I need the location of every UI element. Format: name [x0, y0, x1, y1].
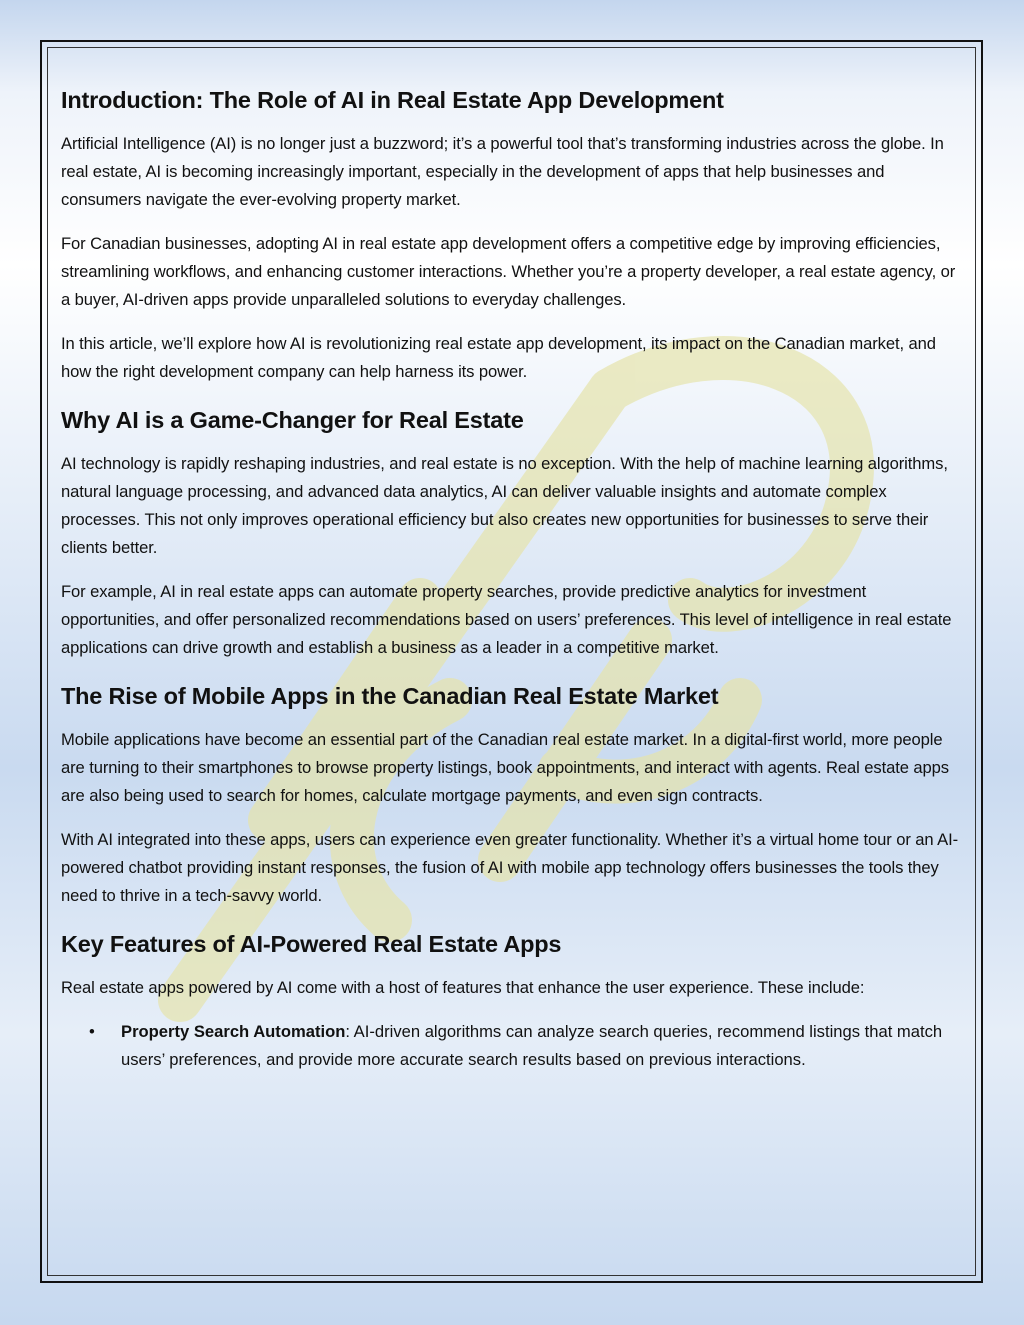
section-heading-key-features: Key Features of AI-Powered Real Estate Apps	[61, 931, 562, 957]
feature-term: Property Search Automation	[121, 1022, 346, 1041]
section-heading-mobile-apps: The Rise of Mobile Apps in the Canadian Real Estate Market	[61, 683, 719, 709]
game-changer-paragraph-2: For example, AI in real estate apps can automate property searches, provide predictive analytics for investment opportunities, and offer personalized recommendations based on users’ preferences. This level of intelligence in real estate applications can drive growth and establish a business as a leader in a competitive market.	[61, 582, 952, 657]
section-heading-game-changer: Why AI is a Game-Changer for Real Estate	[61, 407, 524, 433]
section-heading-introduction: Introduction: The Role of AI in Real Estate App Development	[61, 87, 724, 113]
feature-description: : AI-driven algorithms can analyze search queries, recommend listings that match users’ preferences, and provide more accurate search results based on previous interactions.	[121, 1022, 943, 1069]
features-list	[61, 1018, 966, 1074]
key-features-paragraph-1: Real estate apps powered by AI come with a host of features that enhance the user experience. These include:	[61, 978, 865, 997]
intro-paragraph-1: Artificial Intelligence (AI) is no longer just a buzzword; it’s a powerful tool that’s transforming industries across the globe. In real estate, AI is becoming increasingly important, especially in the development of apps that help businesses and consumers navigate the ever-evolving property market.	[61, 134, 944, 209]
mobile-apps-paragraph-1: Mobile applications have become an essential part of the Canadian real estate market. In a digital-first world, more people are turning to their smartphones to browse property listings, book appointments, and interact with agents. Real estate apps are also being used to search for homes, calculate mortgage payments, and even sign contracts.	[61, 730, 949, 805]
intro-paragraph-2: For Canadian businesses, adopting AI in real estate app development offers a competitive edge by improving efficiencies, streamlining workflows, and enhancing customer interactions. Whether you’re a property developer, a real estate agency, or a buyer, AI-driven apps provide unparalleled solutions to everyday challenges.	[61, 234, 956, 309]
bullet-icon: •	[89, 1022, 95, 1041]
mobile-apps-paragraph-2: With AI integrated into these apps, users can experience even greater functionality. Whether it’s a virtual home tour or an AI-powered chatbot providing instant responses, the fusion of AI with mobile app technology offers businesses the tools they need to thrive in a tech-savvy world.	[61, 830, 959, 905]
game-changer-paragraph-1: AI technology is rapidly reshaping industries, and real estate is no exception. With the help of machine learning algorithms, natural language processing, and advanced data analytics, AI can deliver valuable insights and automate complex processes. This not only improves operational efficiency but also creates new opportunities for businesses to serve their clients better.	[61, 454, 948, 557]
document-body	[61, 82, 966, 1074]
list-item	[61, 1018, 966, 1074]
intro-paragraph-3: In this article, we’ll explore how AI is revolutionizing real estate app development, its impact on the Canadian market, and how the right development company can help harness its power.	[61, 334, 936, 381]
